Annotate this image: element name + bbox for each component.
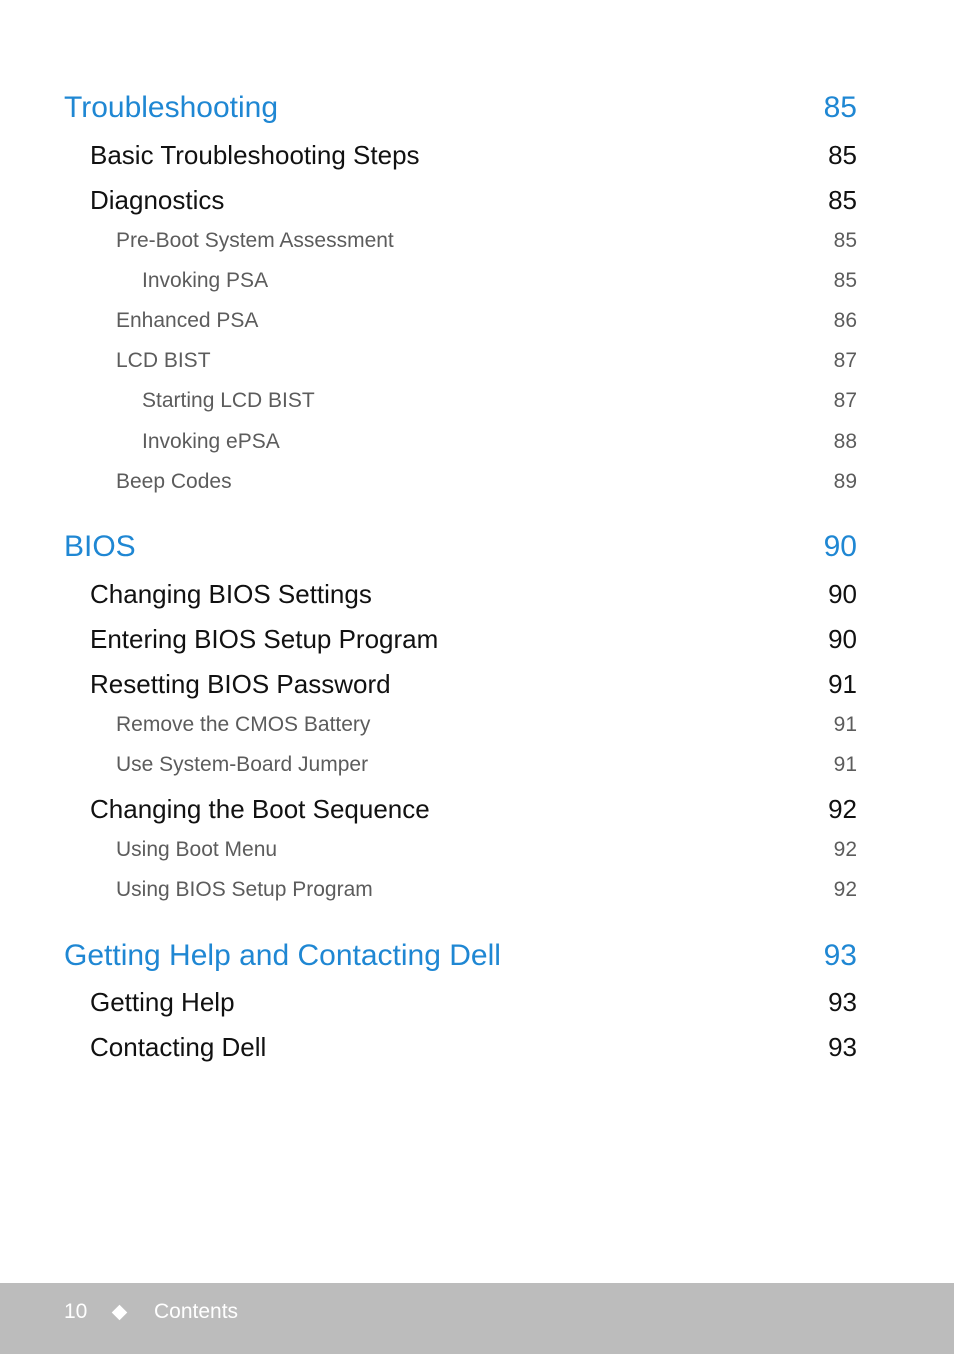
toc-entry-page: 91 — [828, 669, 857, 699]
toc-entry-title: Starting LCD BIST — [142, 389, 315, 412]
toc-entry-enhanced-psa[interactable] — [116, 309, 857, 333]
toc-entry-title: Beep Codes — [116, 470, 232, 493]
toc-entry-pre-boot-system-assessment[interactable] — [116, 229, 857, 253]
toc-entry-page: 92 — [833, 878, 857, 901]
toc-entry-title: Pre-Boot System Assessment — [116, 229, 394, 252]
toc-entry-bios[interactable] — [64, 530, 857, 564]
toc-entry-title: Resetting BIOS Password — [90, 669, 391, 699]
toc-entry-page: 88 — [833, 430, 857, 453]
toc-entry-page: 86 — [833, 309, 857, 332]
toc-entry-page: 92 — [828, 794, 857, 824]
toc-entry-page: 93 — [823, 939, 857, 972]
page-footer — [0, 1283, 954, 1354]
toc-entry-using-boot-menu[interactable] — [116, 838, 857, 862]
toc-entry-title: Changing BIOS Settings — [90, 579, 372, 609]
toc-entry-starting-lcd-bist[interactable] — [142, 389, 857, 413]
toc-entry-changing-bios-settings[interactable] — [90, 579, 857, 610]
toc-entry-beep-codes[interactable] — [116, 470, 857, 494]
toc-entry-page: 93 — [828, 987, 857, 1017]
toc-entry-title: Invoking ePSA — [142, 430, 280, 453]
toc-entry-page: 93 — [828, 1032, 857, 1062]
toc-entry-title: Remove the CMOS Battery — [116, 713, 371, 736]
toc-entry-title: Enhanced PSA — [116, 309, 259, 332]
toc-entry-title: Using Boot Menu — [116, 838, 278, 861]
toc-entry-title: LCD BIST — [116, 349, 211, 372]
toc-entry-title: Diagnostics — [90, 185, 225, 215]
toc-entry-diagnostics[interactable] — [90, 185, 857, 216]
toc-entry-page: 85 — [828, 185, 857, 215]
toc-entry-getting-help-and-contacting-dell[interactable] — [64, 939, 857, 973]
toc-entry-title: Changing the Boot Sequence — [90, 794, 430, 824]
toc-entry-page: 91 — [833, 753, 857, 776]
toc-entry-title: Contacting Dell — [90, 1032, 267, 1062]
toc-entry-page: 85 — [828, 140, 857, 170]
toc-entry-title: Getting Help — [90, 987, 235, 1017]
toc-entry-page: 90 — [828, 624, 857, 654]
toc-entry-title: Troubleshooting — [64, 91, 279, 124]
toc-entry-remove-cmos-battery[interactable] — [116, 713, 857, 737]
toc-entry-troubleshooting[interactable] — [64, 91, 857, 125]
toc-entry-page: 89 — [833, 470, 857, 493]
toc-entry-invoking-epsa[interactable] — [142, 430, 857, 454]
toc-entry-title: Invoking PSA — [142, 269, 269, 292]
footer-page-number: 10 — [64, 1300, 88, 1323]
footer-section-name: Contents — [154, 1300, 239, 1323]
toc-entry-page: 87 — [833, 349, 857, 372]
toc-entry-use-system-board-jumper[interactable] — [116, 753, 857, 777]
toc-entry-title: Use System-Board Jumper — [116, 753, 369, 776]
toc-entry-page: 91 — [833, 713, 857, 736]
toc-entry-contacting-dell[interactable] — [90, 1032, 857, 1063]
toc-entry-page: 85 — [833, 229, 857, 252]
diamond-icon — [112, 1305, 128, 1321]
toc-entry-page: 85 — [823, 91, 857, 124]
toc-entry-entering-bios-setup-program[interactable] — [90, 624, 857, 655]
toc-entry-resetting-bios-password[interactable] — [90, 669, 857, 700]
toc-entry-title: Getting Help and Contacting Dell — [64, 939, 501, 972]
toc-entry-getting-help[interactable] — [90, 987, 857, 1018]
toc-entry-lcd-bist[interactable] — [116, 349, 857, 373]
toc-entry-changing-boot-sequence[interactable] — [90, 794, 857, 825]
toc-entry-using-bios-setup-program[interactable] — [116, 878, 857, 902]
toc-entry-basic-troubleshooting-steps[interactable] — [90, 140, 857, 171]
toc-entry-page: 87 — [833, 389, 857, 412]
toc-entry-title: Entering BIOS Setup Program — [90, 624, 439, 654]
toc-entry-invoking-psa[interactable] — [142, 269, 857, 293]
toc-entry-page: 90 — [828, 579, 857, 609]
toc-entry-title: Using BIOS Setup Program — [116, 878, 373, 901]
toc-entry-title: BIOS — [64, 530, 136, 563]
toc-entry-page: 90 — [823, 530, 857, 563]
toc-entry-page: 85 — [833, 269, 857, 292]
toc-entry-title: Basic Troubleshooting Steps — [90, 140, 420, 170]
toc-entry-page: 92 — [833, 838, 857, 861]
